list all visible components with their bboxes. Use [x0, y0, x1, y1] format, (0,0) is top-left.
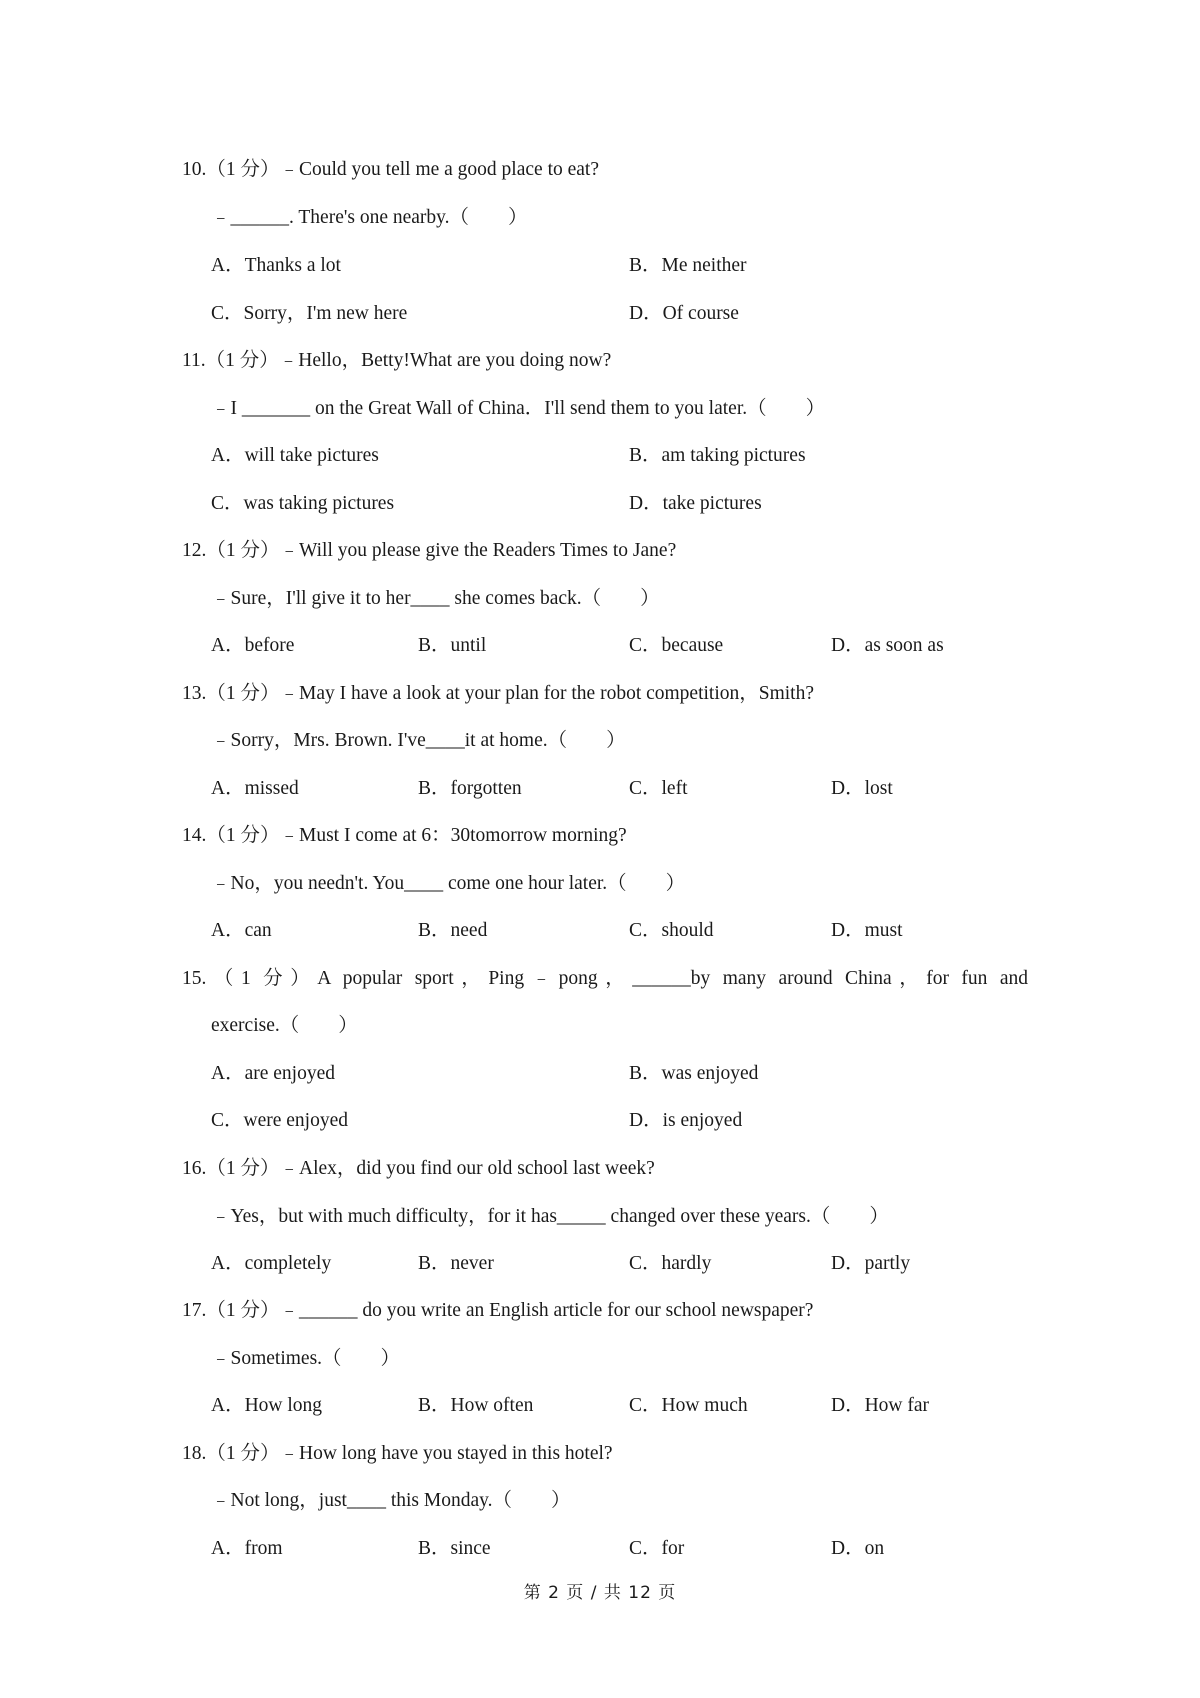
page-number-footer: 第 2 页 / 共 12 页 — [523, 1583, 677, 1603]
question-15-option-d: D．is enjoyed — [629, 1110, 743, 1131]
question-12-option-d: D．as soon as — [831, 635, 944, 656]
question-15-option-a: A．are enjoyed — [211, 1063, 335, 1084]
question-18-option-b: B．since — [418, 1538, 491, 1559]
question-16-option-d: D．partly — [831, 1253, 911, 1274]
question-14-option-b: B．need — [418, 920, 488, 941]
question-10-option-d: D．Of course — [629, 303, 739, 324]
question-14-option-c: C．should — [629, 920, 714, 941]
question-13-option-b: B．forgotten — [418, 778, 522, 799]
question-15-option-b: B．was enjoyed — [629, 1063, 759, 1084]
question-16-reply: ﹣Yes，but with much difficulty，for it has_____ changed over these years.（ ） — [211, 1206, 889, 1227]
question-16-option-b: B．never — [418, 1253, 494, 1274]
question-11-option-c: C．was taking pictures — [211, 493, 395, 514]
question-15-option-c: C．were enjoyed — [211, 1110, 348, 1131]
question-10-option-a: A．Thanks a lot — [211, 255, 341, 276]
question-14-option-a: A．can — [211, 920, 272, 941]
question-11-option-b: B．am taking pictures — [629, 445, 806, 466]
question-10-stem: 10.（1 分）﹣Could you tell me a good place to eat? — [182, 159, 599, 180]
question-10-reply: ﹣______. There's one nearby.（ ） — [211, 207, 528, 228]
question-14-stem: 14.（1 分）﹣Must I come at 6：30tomorrow morning? — [182, 825, 627, 846]
question-13-reply: ﹣Sorry，Mrs. Brown. I've____it at home.（ ） — [211, 730, 626, 751]
question-17-option-b: B．How often — [418, 1395, 534, 1416]
question-18-option-d: D．on — [831, 1538, 885, 1559]
question-17-reply: ﹣Sometimes.（ ） — [211, 1348, 401, 1369]
question-11-option-d: D．take pictures — [629, 493, 762, 514]
question-18-reply: ﹣Not long，just____ this Monday.（ ） — [211, 1490, 571, 1511]
question-18-option-a: A．from — [211, 1538, 283, 1559]
question-11-reply: ﹣I _______ on the Great Wall of China．I'll send them to you later.（ ） — [211, 398, 826, 419]
question-12-option-b: B．until — [418, 635, 487, 656]
question-13-option-a: A．missed — [211, 778, 299, 799]
question-11-option-a: A．will take pictures — [211, 445, 379, 466]
question-10-option-c: C．Sorry，I'm new here — [211, 303, 408, 324]
question-16-option-a: A．completely — [211, 1253, 332, 1274]
question-14-option-d: D．must — [831, 920, 903, 941]
question-17-stem: 17.（1 分）﹣______ do you write an English article for our school newspaper? — [182, 1300, 814, 1321]
question-12-stem: 12.（1 分）﹣Will you please give the Readers Times to Jane? — [182, 540, 677, 561]
question-15-stem: 15.（1 分）A popular sport，Ping﹣pong，______by many around China，for fun and — [182, 968, 1028, 989]
question-17-option-d: D．How far — [831, 1395, 930, 1416]
question-13-option-c: C．left — [629, 778, 688, 799]
question-14-reply: ﹣No，you needn't. You____ come one hour later.（ ） — [211, 873, 686, 894]
question-12-option-a: A．before — [211, 635, 295, 656]
question-11-stem: 11.（1 分）﹣Hello，Betty!What are you doing now? — [182, 350, 612, 371]
question-12-reply: ﹣Sure，I'll give it to her____ she comes back.（ ） — [211, 588, 660, 609]
question-18-stem: 18.（1 分）﹣How long have you stayed in this hotel? — [182, 1443, 613, 1464]
question-15-reply: exercise.（ ） — [211, 1015, 358, 1036]
question-12-option-c: C．because — [629, 635, 724, 656]
question-13-stem: 13.（1 分）﹣May I have a look at your plan for the robot competition，Smith? — [182, 683, 815, 704]
question-16-stem: 16.（1 分）﹣Alex，did you find our old school last week? — [182, 1158, 655, 1179]
question-17-option-a: A．How long — [211, 1395, 323, 1416]
question-13-option-d: D．lost — [831, 778, 893, 799]
question-10-option-b: B．Me neither — [629, 255, 747, 276]
question-18-option-c: C．for — [629, 1538, 685, 1559]
question-16-option-c: C．hardly — [629, 1253, 712, 1274]
question-17-option-c: C．How much — [629, 1395, 748, 1416]
